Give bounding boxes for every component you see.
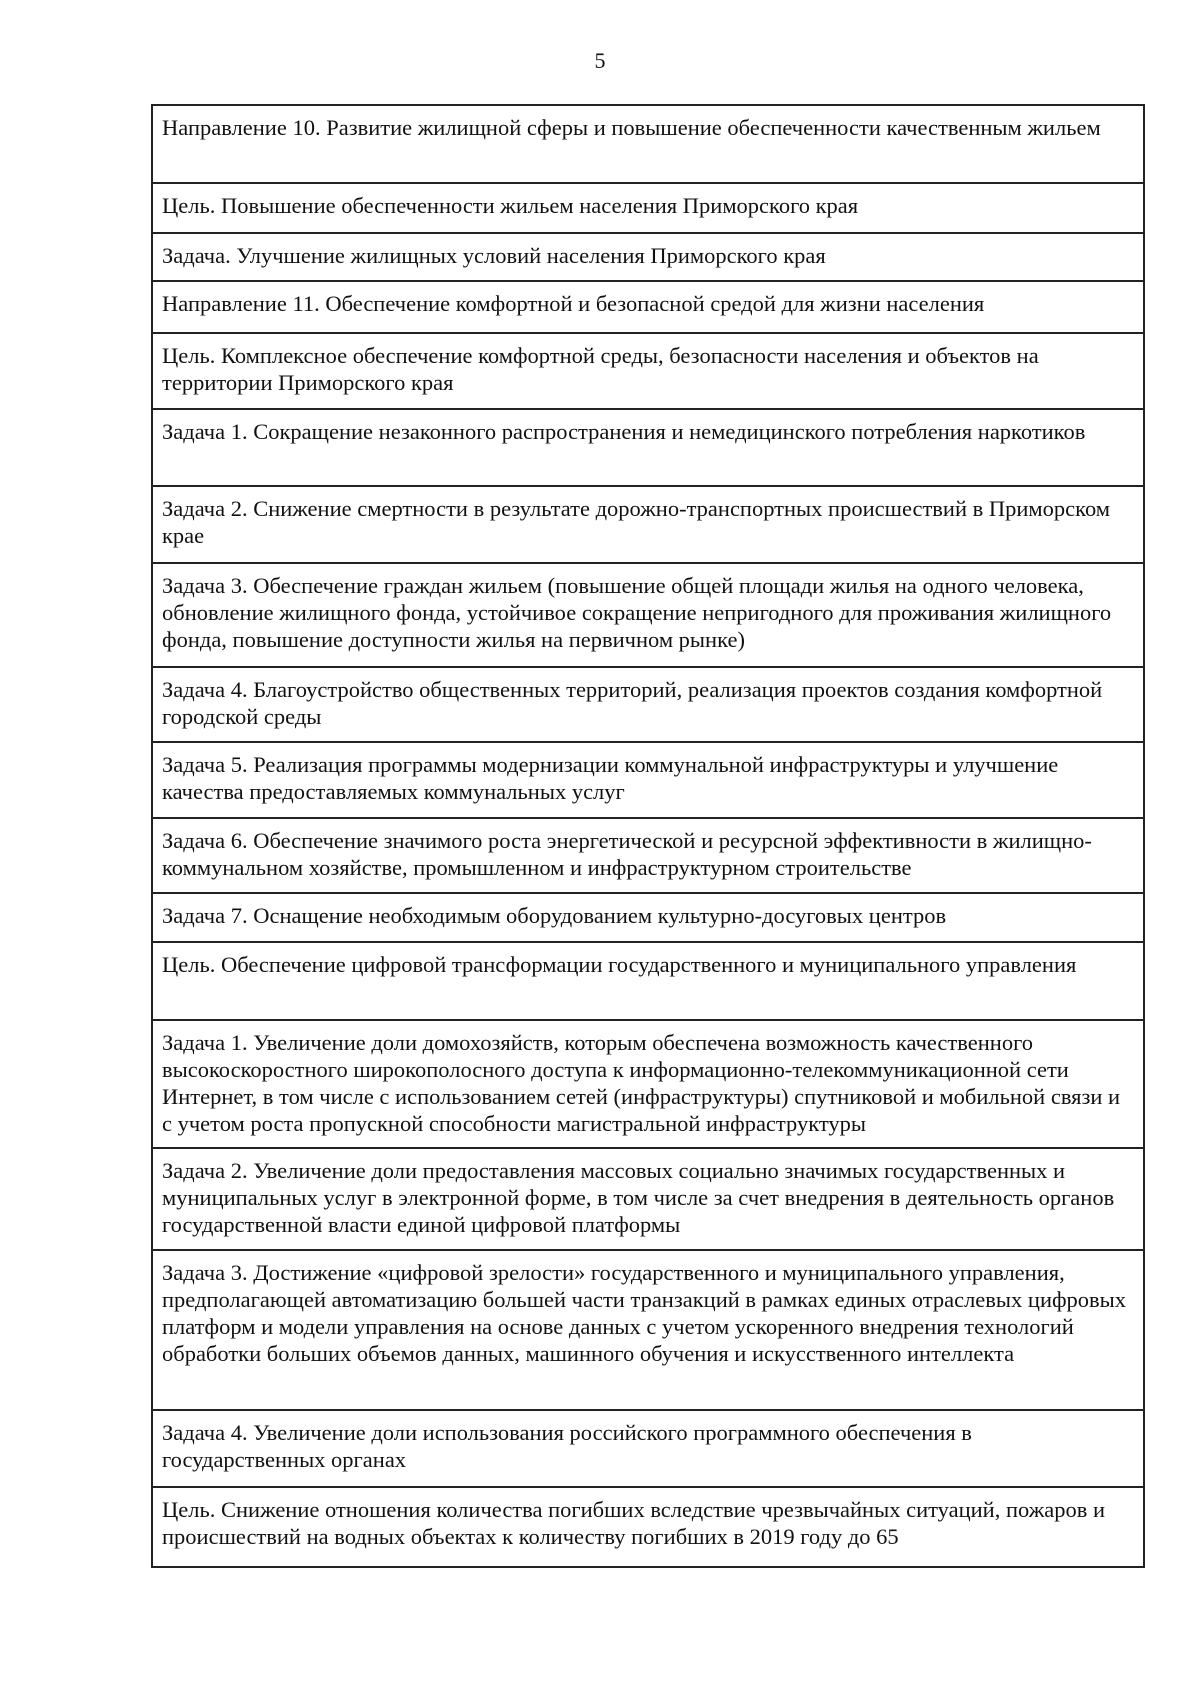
table-row: Задача 2. Снижение смертности в результате дорожно-транспортных происшествий в Приморском крае [153, 487, 1143, 564]
table-row: Направление 11. Обеспечение комфортной и безопасной средой для жизни населения [153, 282, 1143, 334]
table-row: Задача. Улучшение жилищных условий населения Приморского края [153, 234, 1143, 282]
table-row: Цель. Комплексное обеспечение комфортной среды, безопасности населения и объектов на территории Приморского края [153, 334, 1143, 410]
table-row: Направление 10. Развитие жилищной сферы и повышение обеспеченности качественным жильем [153, 106, 1143, 184]
table-row: Цель. Повышение обеспеченности жильем населения Приморского края [153, 184, 1143, 234]
table-row: Цель. Обеспечение цифровой трансформации государственного и муниципального управления [153, 943, 1143, 1021]
table-row: Задача 2. Увеличение доли предоставления массовых социально значимых государственных и муниципальных услуг в электронной форме, в том числе за счет внедрения в деятельность органов государственной власти единой цифровой платформы [153, 1149, 1143, 1251]
table-row: Задача 3. Обеспечение граждан жильем (повышение общей площади жилья на одного человека, обновление жилищного фонда, устойчивое сокращение непригодного для проживания жилищного фонда, повышение доступности жилья на первичном рынке) [153, 564, 1143, 668]
table-row: Задача 6. Обеспечение значимого роста энергетической и ресурсной эффективности в жилищно-коммунальном хозяйстве, промышленном и инфраструктурном строительстве [153, 819, 1143, 894]
table-row: Задача 4. Увеличение доли использования российского программного обеспечения в государственных органах [153, 1411, 1143, 1488]
page-number: 5 [594, 48, 606, 73]
table-row: Задача 1. Увеличение доли домохозяйств, которым обеспечена возможность качественного высокоскоростного широкополосного доступа к информационно-телекоммуникационной сети Интернет, в том числе с использованием сетей (инфраструктуры) спутниковой и мобильной связи и с учетом роста пропускной способности магистральной инфраструктуры [153, 1021, 1143, 1149]
goals-table [151, 104, 1145, 1568]
table-row: Задача 3. Достижение «цифровой зрелости» государственного и муниципального управления, предполагающей автоматизацию большей части транзакций в рамках единых отраслевых цифровых платформ и модели управления на основе данных с учетом ускоренного внедрения технологий обработки больших объемов данных, машинного обучения и искусственного интеллекта [153, 1251, 1143, 1411]
table-row: Задача 5. Реализация программы модернизации коммунальной инфраструктуры и улучшение качества предоставляемых коммунальных услуг [153, 743, 1143, 819]
table-row: Задача 1. Сокращение незаконного распространения и немедицинского потребления наркотиков [153, 410, 1143, 487]
table-row: Задача 4. Благоустройство общественных территорий, реализация проектов создания комфортной городской среды [153, 668, 1143, 743]
table-row: Задача 7. Оснащение необходимым оборудованием культурно-досуговых центров [153, 894, 1143, 943]
table-row: Цель. Снижение отношения количества погибших вследствие чрезвычайных ситуаций, пожаров и происшествий на водных объектах к количеству погибших в 2019 году до 65 [153, 1488, 1143, 1568]
